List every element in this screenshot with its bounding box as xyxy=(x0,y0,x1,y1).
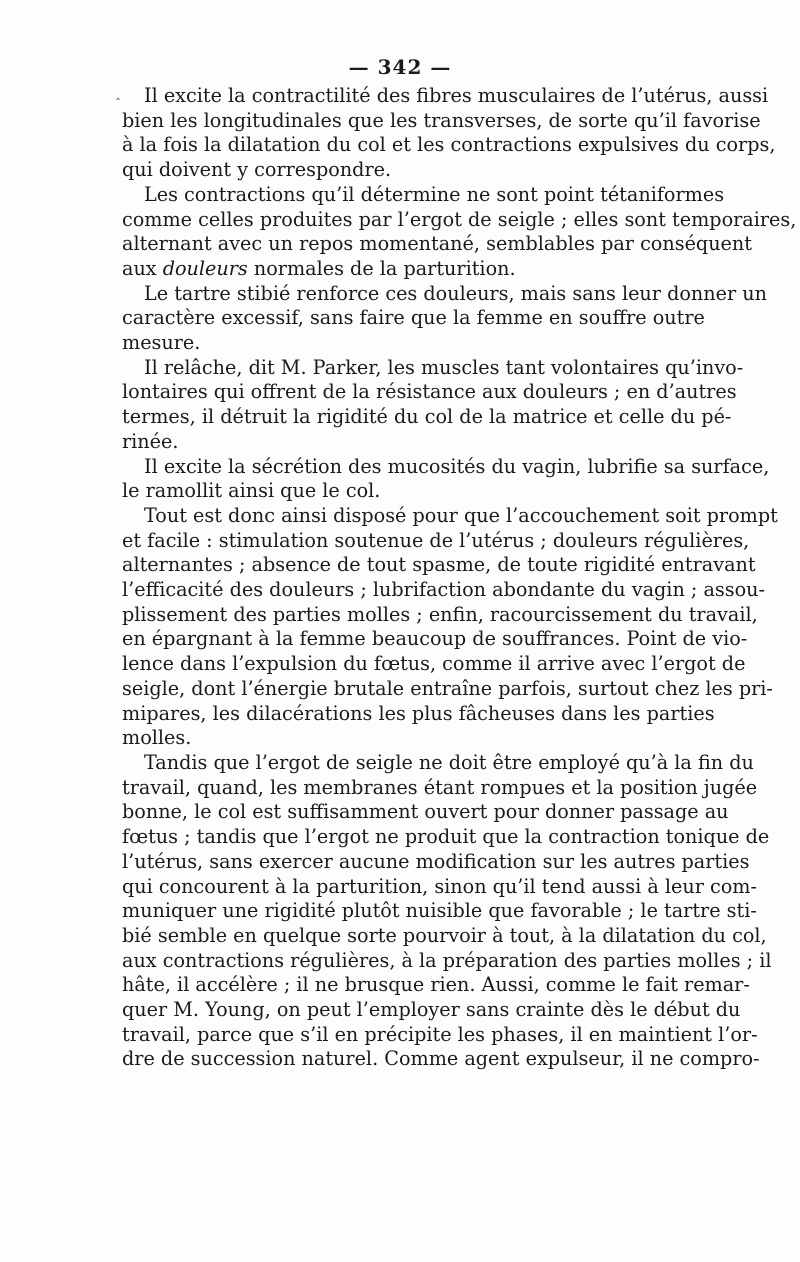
text-line: l’efficacité des douleurs ; lubrifaction abondante du vagin ; assou- xyxy=(122,578,765,602)
text-line: fœtus ; tandis que l’ergot ne produit que la contraction tonique de xyxy=(122,825,770,849)
text-line: dre de succession naturel. Comme agent expulseur, il ne compro- xyxy=(122,1047,760,1071)
text-line: Tout est donc ainsi disposé pour que l’accouchement soit prompt xyxy=(144,503,778,527)
text-line: qui doivent y correspondre. xyxy=(122,158,392,182)
text-line: mesure. xyxy=(122,331,201,355)
text-line: muniquer une rigidité plutôt nuisible que favorable ; le tartre sti- xyxy=(122,899,757,923)
text-line: bien les longitudinales que les transverses, de sorte qu’il favorise xyxy=(122,108,761,132)
text-line: comme celles produites par l’ergot de seigle ; elles sont temporaires, xyxy=(122,207,797,231)
text-line: Il excite la contractilité des fibres musculaires de l’utérus, aussi xyxy=(144,84,769,107)
text-line: qui concourent à la parturition, sinon qu’il tend aussi à leur com- xyxy=(122,874,757,898)
paragraph xyxy=(122,503,778,751)
text-line: en épargnant à la femme beaucoup de souffrances. Point de vio- xyxy=(122,627,748,651)
text-line: quer M. Young, on peut l’employer sans crainte dès le début du xyxy=(122,998,741,1022)
text-line: alternantes ; absence de tout spasme, de toute rigidité entravant xyxy=(122,553,756,577)
text-fragment: aux xyxy=(122,256,163,280)
body-text xyxy=(122,84,797,1072)
text-line: bié semble en quelque sorte pourvoir à tout, à la dilatation du col, xyxy=(122,923,767,947)
paragraph xyxy=(122,182,797,282)
text-line: travail, quand, les membranes étant rompues et la position jugée xyxy=(122,775,758,799)
text-line: Tandis que l’ergot de seigle ne doit être employé qu’à la fin du xyxy=(144,750,754,774)
text-line: travail, parce que s’il en précipite les phases, il en maintient l’or- xyxy=(122,1022,758,1046)
paragraph xyxy=(122,355,744,455)
text-fragment: normales de la parturition. xyxy=(247,256,516,280)
text-line: bonne, le col est suffisamment ouvert pour donner passage au xyxy=(122,800,729,824)
text-line: Les contractions qu’il détermine ne sont point tétaniformes xyxy=(144,182,725,206)
text-line: seigle, dont l’énergie brutale entraîne parfois, surtout chez les pri- xyxy=(122,676,773,700)
ink-mark: ‸ xyxy=(116,86,121,100)
text-line: à la fois la dilatation du col et les contractions expulsives du corps, xyxy=(122,133,776,157)
text-line: plissement des parties molles ; enfin, racourcissement du travail, xyxy=(122,602,758,626)
page-number: — 342 — xyxy=(348,55,452,79)
text-line: alternant avec un repos momentané, semblables par conséquent xyxy=(122,232,752,256)
text-line: rinée. xyxy=(122,429,179,453)
text-line: Il relâche, dit M. Parker, les muscles tant volontaires qu’invo- xyxy=(144,355,744,379)
text-line: lontaires qui offrent de la résistance aux douleurs ; en d’autres xyxy=(122,380,737,404)
emphasized-word: douleurs xyxy=(162,256,248,280)
text-line xyxy=(122,257,672,282)
text-line: termes, il détruit la rigidité du col de la matrice et celle du pé- xyxy=(122,405,732,429)
text-line: Il excite la sécrétion des mucosités du vagin, lubrifie sa surface, xyxy=(144,454,770,478)
text-line: et facile : stimulation soutenue de l’utérus ; douleurs régulières, xyxy=(122,528,750,552)
text-line: le ramollit ainsi que le col. xyxy=(122,479,381,503)
text-line: Le tartre stibié renforce ces douleurs, mais sans leur donner un xyxy=(144,281,767,305)
text-line: l’utérus, sans exercer aucune modification sur les autres parties xyxy=(122,849,750,873)
text-line: molles. xyxy=(122,726,192,750)
text-line: caractère excessif, sans faire que la femme en souffre outre xyxy=(122,306,705,330)
paragraph xyxy=(122,281,767,356)
text-line: lence dans l’expulsion du fœtus, comme il arrive avec l’ergot de xyxy=(122,652,746,676)
paragraph xyxy=(122,454,770,504)
text-line: hâte, il accélère ; il ne brusque rien. Aussi, comme le fait remar- xyxy=(122,973,750,997)
paragraph xyxy=(122,84,776,183)
text-line: mipares, les dilacérations les plus fâcheuses dans les parties xyxy=(122,701,715,725)
paragraph xyxy=(122,750,772,1072)
text-line: aux contractions régulières, à la préparation des parties molles ; il xyxy=(122,948,772,972)
